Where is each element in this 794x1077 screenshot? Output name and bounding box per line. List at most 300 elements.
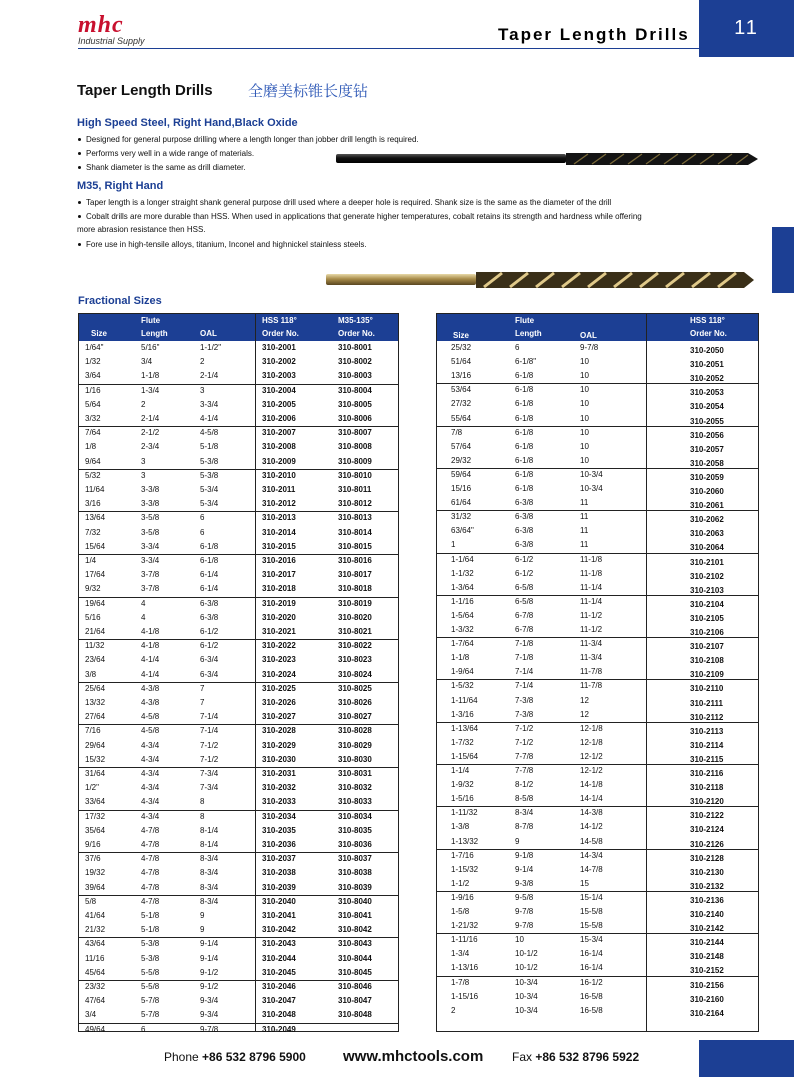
cell-size: 1-11/32	[451, 808, 478, 818]
cell-oal: 12-1/2	[580, 766, 603, 775]
cell-hss-order: 310-2120	[690, 797, 724, 807]
cell-oal: 7	[200, 683, 205, 693]
cell-oal: 14-1/8	[580, 780, 603, 790]
cell-hss-order: 310-2045	[262, 967, 296, 977]
cell-hss-order: 310-2005	[262, 399, 296, 409]
cell-size: 1-3/32	[451, 625, 474, 634]
cell-hss-order: 310-2107	[690, 642, 724, 652]
cell-flute-length: 2-1/2	[141, 428, 160, 438]
cell-oal: 15-1/4	[580, 892, 603, 902]
table-row	[79, 825, 398, 837]
cell-hss-order: 310-2037	[262, 854, 296, 864]
cell-oal: 11	[580, 526, 589, 536]
cell-hss-order: 310-2043	[262, 939, 296, 949]
cell-m35-order: 310-8043	[338, 939, 372, 949]
cell-m35-order: 310-8027	[338, 712, 372, 722]
cell-size: 1-1/64	[451, 554, 474, 564]
cell-size: 1-13/64	[451, 723, 479, 733]
cell-hss-order: 310-2014	[262, 527, 296, 537]
cell-oal: 6-1/8	[200, 556, 219, 565]
cell-flute-length: 7-7/8	[515, 766, 534, 775]
cell-size: 1-9/64	[451, 667, 474, 677]
cell-hss-order: 310-2132	[690, 881, 724, 891]
cell-m35-order: 310-8047	[338, 996, 372, 1006]
cell-oal: 12-1/2	[580, 751, 603, 761]
cell-size: 3/64	[85, 371, 101, 381]
cell-oal: 7	[200, 698, 205, 707]
table-row	[79, 569, 398, 581]
header-hss: HSS 118°	[690, 316, 725, 325]
cell-flute-length: 9-1/8	[515, 850, 534, 860]
table-row	[79, 938, 398, 950]
cell-oal: 11-1/8	[580, 568, 603, 578]
bullet-continuation: more abrasion resistance then HSS.	[77, 225, 206, 234]
cell-oal: 8-3/4	[200, 854, 219, 864]
cell-flute-length: 1-3/4	[141, 385, 160, 395]
table-row	[79, 669, 398, 681]
cell-flute-length: 4	[141, 612, 146, 622]
cell-oal: 2-1/4	[200, 371, 219, 381]
table-row	[437, 680, 758, 692]
fractional-sizes-heading: Fractional Sizes	[78, 295, 162, 307]
cell-hss-order: 310-2152	[690, 966, 724, 976]
cell-hss-order: 310-2108	[690, 656, 724, 666]
table-row	[79, 683, 398, 695]
cell-m35-order: 310-8018	[338, 584, 372, 594]
cell-size: 21/64	[85, 627, 106, 636]
bullet-item: Performs very well in a wide range of materials.	[77, 147, 254, 160]
cell-flute-length: 2-1/4	[141, 414, 160, 423]
cell-oal: 6	[200, 527, 205, 537]
cell-oal: 16-1/4	[580, 949, 603, 959]
cell-flute-length: 10-3/4	[515, 977, 538, 987]
cell-flute-length: 4-3/4	[141, 797, 160, 807]
cell-hss-order: 310-2029	[262, 740, 296, 750]
cell-hss-order: 310-2020	[262, 612, 296, 622]
cell-oal: 6-3/4	[200, 669, 219, 679]
header-m35-order: Order No.	[338, 329, 375, 338]
cell-size: 9/32	[85, 584, 101, 594]
cell-flute-length: 7-7/8	[515, 751, 534, 761]
cell-size: 55/64	[451, 413, 472, 423]
cell-oal: 16-5/8	[580, 991, 603, 1001]
cell-size: 7/8	[451, 427, 463, 437]
footer-phone	[164, 1050, 306, 1064]
cell-size: 1-15/32	[451, 864, 479, 874]
cell-hss-order: 310-2004	[262, 385, 296, 395]
table-row	[79, 555, 398, 567]
cell-hss-order: 310-2063	[690, 529, 724, 539]
cell-flute-length: 6-3/8	[515, 498, 534, 508]
cell-oal: 10	[580, 427, 589, 437]
table-row	[79, 654, 398, 666]
cell-hss-order: 310-2064	[690, 543, 724, 553]
cell-size: 15/16	[451, 484, 472, 493]
cell-flute-length: 7-1/4	[515, 681, 534, 691]
table-header	[437, 314, 758, 341]
cell-oal: 9	[200, 911, 205, 920]
table-row	[437, 962, 758, 974]
cell-size: 31/32	[451, 512, 472, 522]
cell-size: 1-7/16	[451, 850, 474, 860]
cell-m35-order: 310-8022	[338, 641, 372, 651]
cell-flute-length: 3-5/8	[141, 513, 160, 523]
cell-size: 1/4	[85, 556, 97, 565]
cell-oal: 1-1/2"	[200, 343, 222, 352]
bullet-item: Fore use in high-tensile alloys, titanium, Inconel and highnickel stainless steels.	[77, 238, 367, 251]
table-row	[437, 850, 758, 862]
cell-oal: 6-1/4	[200, 570, 219, 580]
cell-size: 1-5/32	[451, 681, 474, 691]
cell-hss-order: 310-2060	[690, 487, 724, 496]
cell-hss-order: 310-2006	[262, 414, 296, 423]
cell-flute-length: 4-1/4	[141, 655, 160, 665]
cell-hss-order: 310-2164	[690, 1008, 724, 1018]
cell-size: 1-9/16	[451, 892, 474, 902]
cell-hss-order: 310-2034	[262, 811, 296, 821]
cell-flute-length: 4	[141, 598, 146, 608]
header-hss-order: Order No.	[690, 329, 727, 338]
cell-oal: 11-3/4	[580, 653, 603, 663]
cell-size: 7/64	[85, 428, 101, 438]
cell-size: 5/32	[85, 470, 101, 480]
cell-flute-length: 8-1/2	[515, 780, 534, 790]
cell-flute-length: 9-7/8	[515, 921, 534, 931]
cell-hss-order: 310-2018	[262, 584, 296, 594]
table-row	[79, 1009, 398, 1021]
cell-oal: 10-3/4	[580, 484, 603, 493]
cell-oal: 15-5/8	[580, 907, 603, 916]
cell-m35-order: 310-8035	[338, 825, 372, 835]
table-row	[437, 948, 758, 960]
cell-size: 43/64	[85, 939, 106, 949]
cell-hss-order: 310-2055	[690, 416, 724, 426]
cell-m35-order: 310-8034	[338, 811, 372, 821]
cell-oal: 11-7/8	[580, 681, 603, 691]
header-length: Length	[515, 329, 542, 338]
cell-size: 11/32	[85, 641, 105, 651]
cell-size: 51/64	[451, 357, 472, 367]
cell-flute-length: 10-1/2	[515, 963, 538, 973]
cell-hss-order: 310-2016	[262, 556, 296, 565]
table-row	[437, 821, 758, 833]
cell-flute-length: 7-1/8	[515, 639, 534, 649]
cell-flute-length: 4-7/8	[141, 868, 160, 878]
cell-hss-order: 310-2040	[262, 896, 296, 906]
cell-hss-order: 310-2106	[690, 628, 724, 637]
cell-hss-order: 310-2019	[262, 598, 296, 608]
table-row	[79, 598, 398, 610]
cell-flute-length: 5-7/8	[141, 1010, 160, 1020]
cell-hss-order: 310-2003	[262, 371, 296, 381]
footer-website[interactable]: www.mhctools.com	[343, 1048, 484, 1065]
cell-hss-order: 310-2013	[262, 513, 296, 523]
cell-hss-order: 310-2053	[690, 388, 724, 398]
table-row	[79, 527, 398, 539]
table-row	[79, 725, 398, 737]
cell-size: 1-1/8	[451, 653, 470, 663]
cell-flute-length: 6-3/8	[515, 526, 534, 536]
table-row	[437, 582, 758, 594]
cell-m35-order: 310-8041	[338, 911, 372, 920]
table-row	[79, 882, 398, 894]
cell-flute-length: 4-3/4	[141, 811, 160, 821]
cell-oal: 2	[200, 357, 205, 367]
cell-size: 11/16	[85, 953, 105, 963]
table-row	[437, 469, 758, 481]
cell-hss-order: 310-2028	[262, 726, 296, 736]
table-row	[437, 370, 758, 382]
table-row	[437, 413, 758, 425]
cell-m35-order: 310-8037	[338, 854, 372, 864]
cell-flute-length: 6-1/8"	[515, 357, 537, 367]
cell-size: 1/16	[85, 385, 101, 395]
table-row	[437, 737, 758, 749]
cell-hss-order: 310-2116	[690, 769, 724, 778]
table-row	[79, 924, 398, 936]
cell-hss-order: 310-2041	[262, 911, 296, 920]
cell-flute-length: 7-1/2	[515, 737, 534, 747]
table-row	[79, 441, 398, 453]
cell-oal: 8	[200, 797, 205, 807]
header-flute: Flute	[141, 316, 161, 325]
cell-hss-order: 310-2008	[262, 442, 296, 452]
cell-size: 1-1/32	[451, 568, 474, 578]
cell-m35-order: 310-8002	[338, 357, 372, 367]
bullet-item: Shank diameter is the same as drill diameter.	[77, 161, 246, 174]
cell-flute-length: 4-7/8	[141, 854, 160, 864]
cell-size: 11/64	[85, 485, 105, 494]
cell-size: 1-21/32	[451, 921, 479, 931]
section-heading-m35: M35, Right Hand	[77, 180, 164, 192]
table-row	[437, 427, 758, 439]
cell-oal: 10	[580, 371, 589, 381]
cell-m35-order: 310-8013	[338, 513, 372, 523]
table-row	[437, 991, 758, 1003]
cell-flute-length: 3	[141, 456, 146, 466]
cell-size: 1-11/16	[451, 935, 478, 945]
table-row	[79, 512, 398, 524]
table-row	[79, 385, 398, 397]
table-row	[437, 610, 758, 622]
cell-m35-order: 310-8031	[338, 769, 372, 778]
left-size-table	[78, 313, 399, 1032]
cell-m35-order: 310-8038	[338, 868, 372, 878]
cell-size: 19/64	[85, 598, 106, 608]
logo-mark: mhc	[78, 12, 124, 38]
cell-flute-length: 5-3/8	[141, 939, 160, 949]
table-row	[79, 626, 398, 638]
cell-size: 1-15/16	[451, 991, 479, 1001]
cell-flute-length: 6-1/8	[515, 399, 534, 409]
header-m35: M35-135°	[338, 316, 373, 325]
cell-hss-order: 310-2026	[262, 698, 296, 707]
cell-m35-order: 310-8021	[338, 627, 372, 636]
cell-oal: 10-3/4	[580, 469, 603, 479]
cell-m35-order: 310-8005	[338, 399, 372, 409]
cell-oal: 15-5/8	[580, 921, 603, 931]
cell-size: 5/64	[85, 399, 101, 409]
cell-flute-length: 6-5/8	[515, 582, 534, 592]
bullet-item: Taper length is a longer straight shank general purpose drill used where a deeper hole is required. Shank size is the same as the diameter of the drill	[77, 196, 611, 209]
table-row	[437, 723, 758, 735]
cell-size: 13/16	[451, 371, 472, 381]
cell-flute-length: 7-1/8	[515, 653, 534, 663]
cell-size: 23/64	[85, 655, 106, 665]
cell-hss-order: 310-2104	[690, 599, 724, 609]
table-row	[79, 867, 398, 879]
cell-size: 57/64	[451, 441, 472, 451]
cell-flute-length: 6	[515, 343, 520, 352]
cell-hss-order: 310-2027	[262, 712, 296, 722]
cell-m35-order: 310-8042	[338, 925, 372, 935]
fax-label: Fax	[512, 1050, 533, 1064]
cell-m35-order: 310-8033	[338, 797, 372, 807]
table-row	[437, 525, 758, 537]
cell-size: 1-5/8	[451, 907, 470, 916]
cell-oal: 5-3/4	[200, 499, 219, 509]
table-row	[437, 384, 758, 396]
cell-m35-order: 310-8010	[338, 470, 372, 480]
cell-m35-order: 310-8024	[338, 669, 372, 679]
cell-oal: 12	[580, 709, 589, 719]
cell-flute-length: 9-3/8	[515, 878, 534, 888]
table-row	[437, 441, 758, 453]
cell-m35-order: 310-8039	[338, 882, 372, 892]
cell-flute-length: 8-7/8	[515, 822, 534, 832]
table-row	[437, 666, 758, 678]
cell-oal: 8-1/4	[200, 840, 219, 849]
table-row	[79, 583, 398, 595]
cell-oal: 6-1/4	[200, 584, 219, 594]
cell-flute-length: 3-3/4	[141, 541, 160, 551]
bullet-item: Designed for general purpose drilling where a length longer than jobber drill length is required.	[77, 133, 419, 146]
cell-oal: 6-1/8	[200, 541, 219, 551]
cell-flute-length: 3-7/8	[141, 584, 160, 594]
cell-flute-length: 5-1/8	[141, 911, 160, 920]
cell-hss-order: 310-2122	[690, 811, 724, 821]
cell-oal: 6	[200, 513, 205, 523]
cell-m35-order: 310-8017	[338, 570, 372, 580]
cell-size: 47/64	[85, 996, 106, 1006]
cell-size: 53/64	[451, 385, 472, 395]
cell-hss-order: 310-2042	[262, 925, 296, 935]
cell-flute-length: 6	[141, 1024, 146, 1034]
cell-flute-length: 5-3/8	[141, 953, 160, 963]
table-row	[79, 711, 398, 723]
cell-flute-length: 3-7/8	[141, 570, 160, 580]
header-rule	[78, 48, 699, 49]
cell-size: 1-11/64	[451, 695, 478, 705]
cell-size: 7/16	[85, 726, 101, 736]
cell-size: 31/64	[85, 769, 106, 778]
cell-flute-length: 9	[515, 836, 520, 846]
header-title: Taper Length Drills	[498, 25, 690, 44]
cell-hss-order: 310-2109	[690, 670, 724, 680]
table-row	[437, 977, 758, 989]
cell-size: 25/32	[451, 343, 472, 352]
cell-size: 1-5/64	[451, 610, 474, 620]
cell-size: 1-1/16	[451, 596, 474, 606]
table-row	[437, 864, 758, 876]
header-oal: OAL	[200, 329, 217, 338]
table-row	[79, 456, 398, 468]
cell-hss-order: 310-2039	[262, 882, 296, 892]
cell-size: 59/64	[451, 469, 472, 479]
table-row	[437, 892, 758, 904]
cell-size: 1-7/32	[451, 737, 474, 747]
table-row	[79, 1024, 398, 1036]
company-logo	[78, 14, 158, 46]
cell-m35-order: 310-8019	[338, 598, 372, 608]
cell-m35-order: 310-8016	[338, 556, 372, 565]
cell-hss-order: 310-2024	[262, 669, 296, 679]
cell-hss-order: 310-2059	[690, 472, 724, 482]
cell-size: 27/32	[451, 399, 472, 409]
cell-size: 49/64	[85, 1024, 106, 1034]
table-row	[437, 398, 758, 410]
table-row	[437, 793, 758, 805]
cell-hss-order: 310-2101	[690, 557, 724, 567]
page-title-chinese: 全磨美标锥长度钻	[248, 83, 369, 100]
cell-m35-order: 310-8003	[338, 371, 372, 381]
cell-hss-order: 310-2160	[690, 994, 724, 1004]
cell-hss-order: 310-2115	[690, 754, 724, 764]
cell-flute-length: 1-1/8	[141, 371, 160, 381]
cell-size: 1-3/8	[451, 822, 470, 832]
cell-flute-length: 6-1/8	[515, 385, 534, 395]
table-row	[437, 906, 758, 918]
cell-size: 13/32	[85, 698, 106, 707]
cell-hss-order: 310-2035	[262, 825, 296, 835]
cell-size: 29/32	[451, 455, 472, 465]
cell-hss-order: 310-2058	[690, 458, 724, 468]
cell-size: 17/32	[85, 811, 106, 821]
cell-oal: 11-1/4	[580, 596, 603, 606]
cell-size: 1-9/32	[451, 780, 474, 790]
cell-oal: 3-3/4	[200, 399, 219, 409]
cell-size: 1-3/4	[451, 949, 470, 959]
table-row	[437, 807, 758, 819]
cell-m35-order: 310-8030	[338, 754, 372, 764]
cell-m35-order: 310-8046	[338, 982, 372, 991]
table-row	[437, 342, 758, 354]
table-row	[437, 638, 758, 650]
cell-flute-length: 7-3/8	[515, 709, 534, 719]
cell-flute-length: 6-1/8	[515, 441, 534, 451]
page-footer	[0, 1040, 794, 1077]
cell-size: 1/64"	[85, 343, 104, 352]
cell-size: 2	[451, 1005, 456, 1015]
cell-hss-order: 310-2010	[262, 470, 296, 480]
cell-flute-length: 4-7/8	[141, 825, 160, 835]
cell-flute-length: 6-1/8	[515, 455, 534, 465]
cell-flute-length: 7-3/8	[515, 695, 534, 705]
cell-flute-length: 4-1/8	[141, 641, 160, 651]
cell-flute-length: 4-7/8	[141, 896, 160, 906]
table-row	[437, 878, 758, 890]
table-row	[79, 754, 398, 766]
table-row	[437, 934, 758, 946]
cell-size: 15/64	[85, 541, 106, 551]
cell-m35-order: 310-8026	[338, 698, 372, 707]
cell-m35-order: 310-8028	[338, 726, 372, 736]
cell-flute-length: 2-3/4	[141, 442, 160, 452]
cell-oal: 8	[200, 811, 205, 821]
cell-flute-length: 5/16"	[141, 343, 160, 352]
cell-oal: 11	[580, 498, 589, 508]
cell-hss-order: 310-2044	[262, 953, 296, 963]
